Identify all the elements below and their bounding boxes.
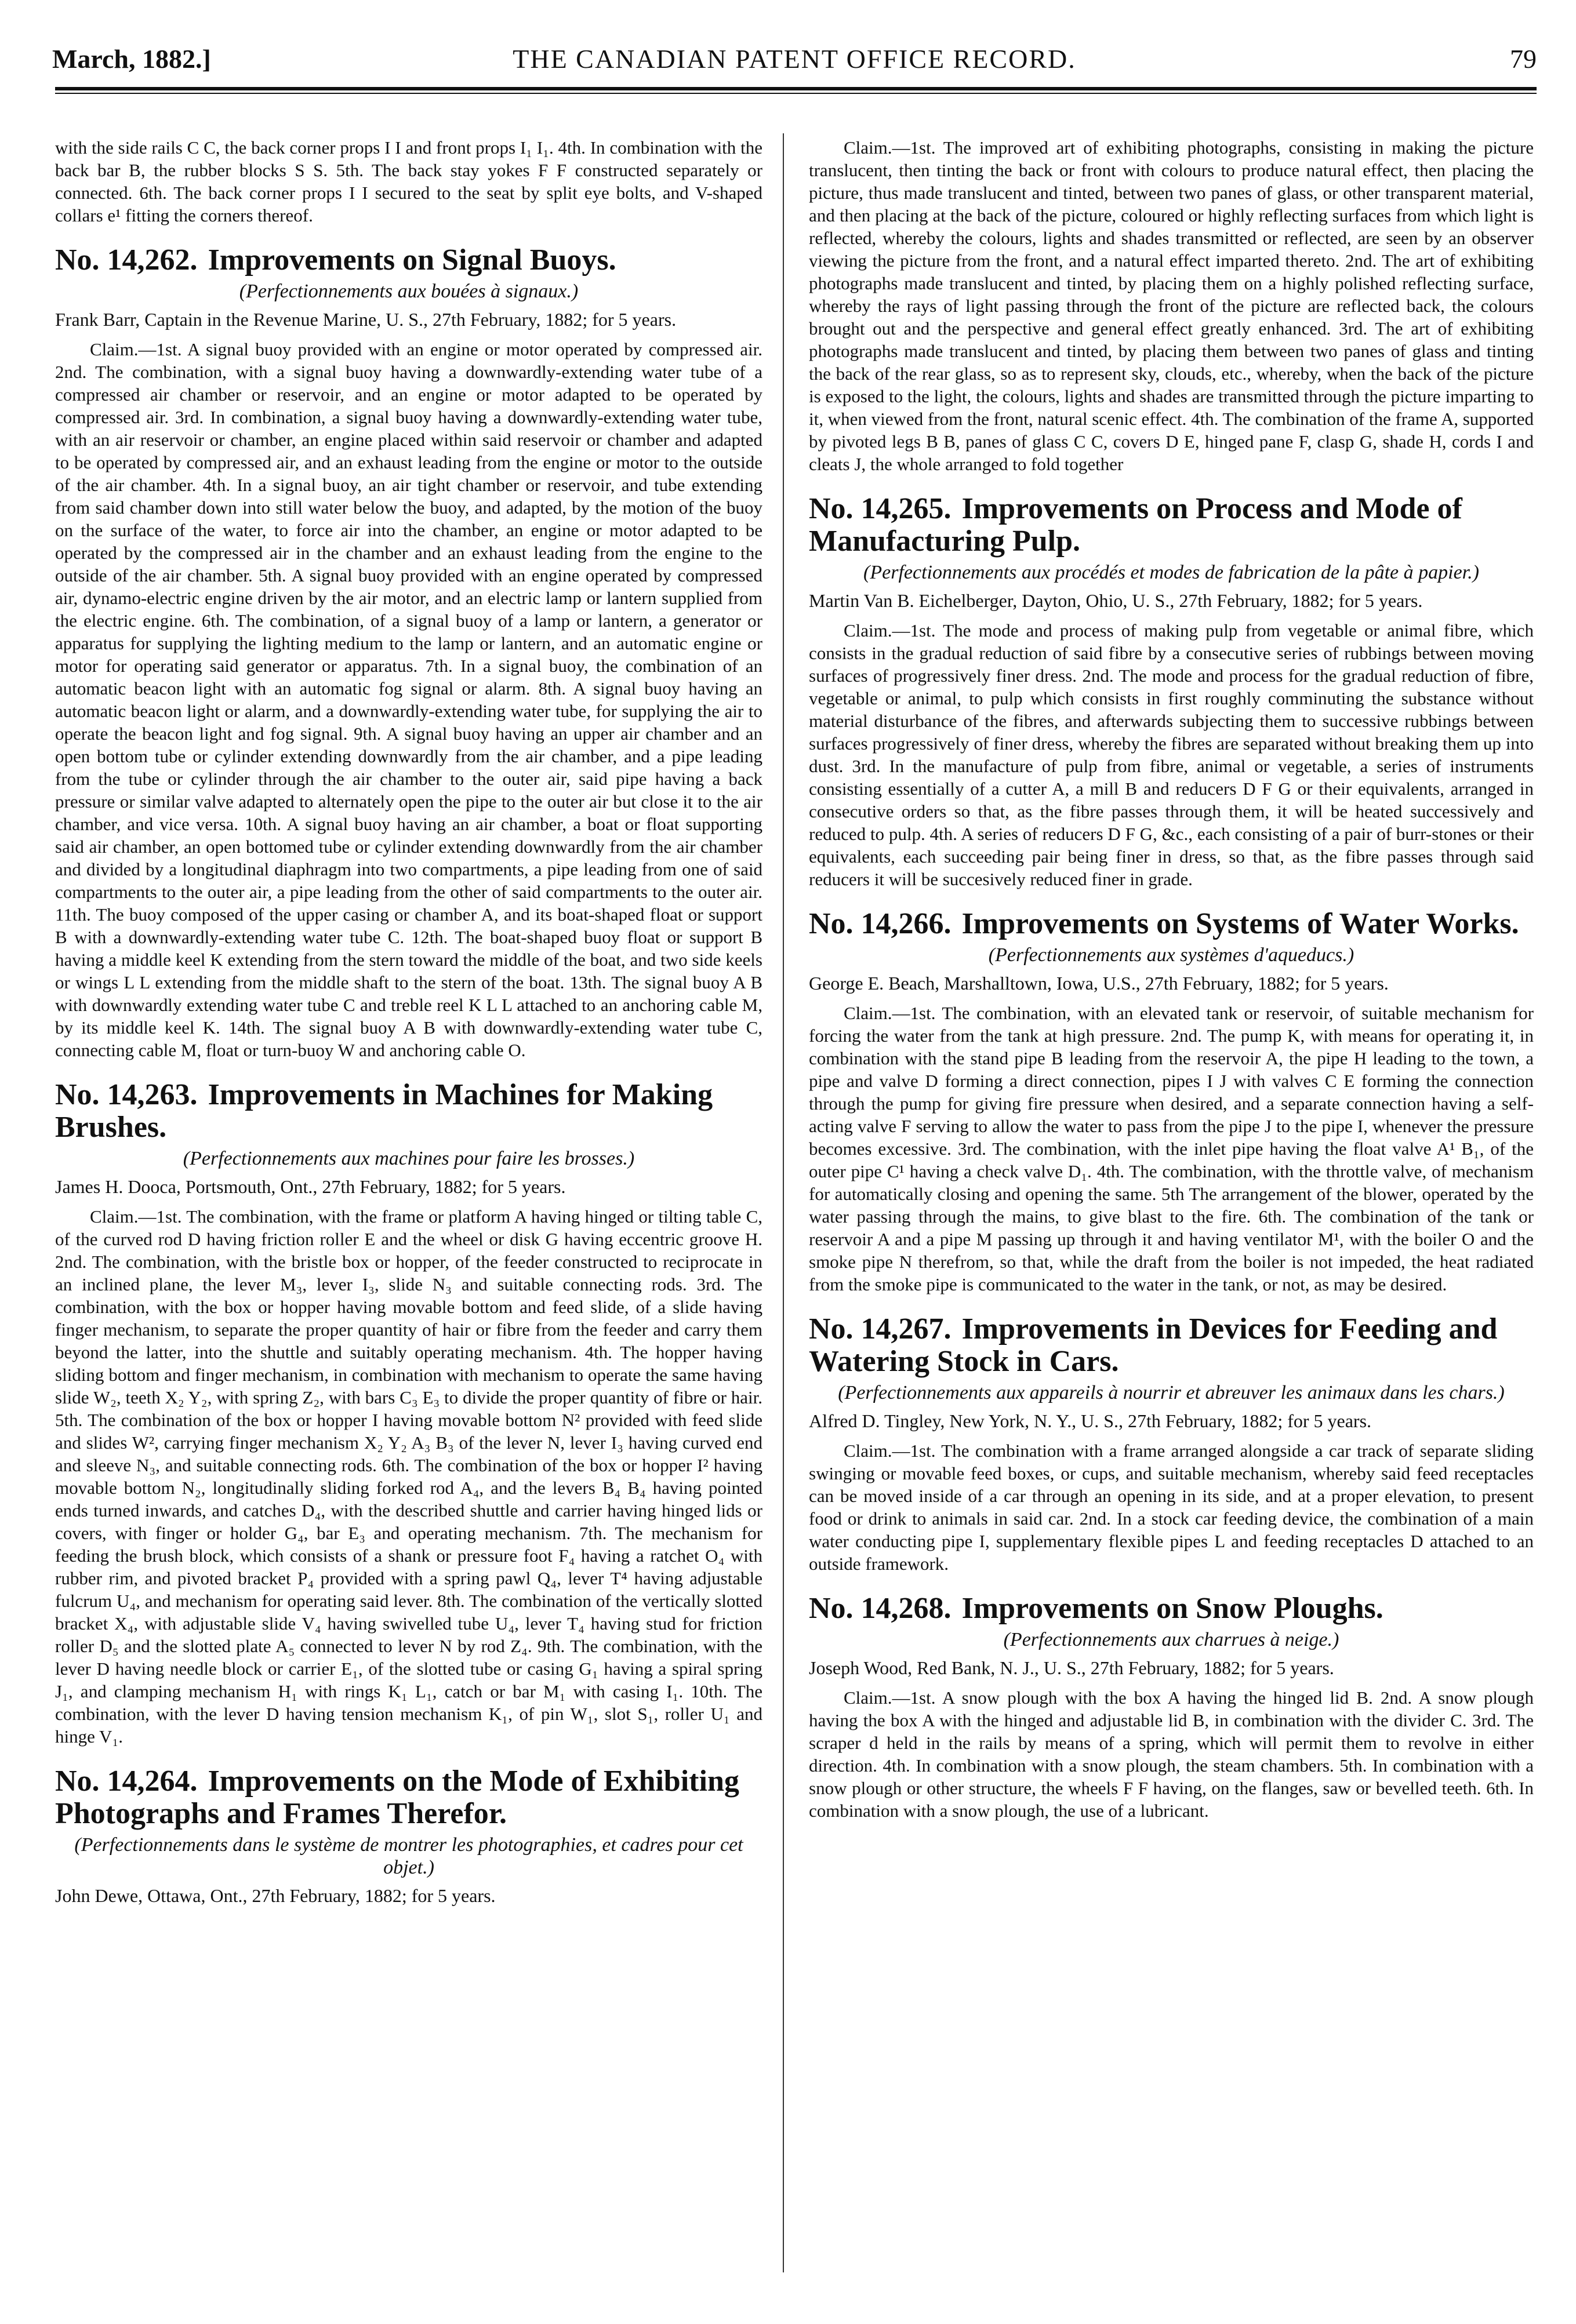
entry-title: Improvements on Process and Mode of Manufacturing Pulp. <box>809 492 1462 558</box>
entry-number: No. 14,268. <box>809 1592 952 1625</box>
entry-title: Improvements in Devices for Feeding and Watering Stock in Cars. <box>809 1312 1498 1378</box>
entry-number: No. 14,263. <box>55 1078 198 1111</box>
entry-french-title: (Perfectionnements aux systèmes d'aqueducs.) <box>988 944 1355 966</box>
right-column <box>809 136 1534 1825</box>
entry-number: No. 14,264. <box>55 1765 198 1798</box>
entry-french-title: (Perfectionnements aux appareils à nourrir et abreuver les animaux dans les chars.) <box>838 1382 1505 1403</box>
entry-heading <box>809 1313 1534 1378</box>
entry-claim: Claim.—1st. The combination, with the frame or platform A having hinged or tilting table C, of the curved rod D having friction roller E and the wheel or disk G having eccentric groove H. 2nd. The combination, with the bristle box or hopper, of the feeder constructed to reciprocate in an inclined plane, the lever M₃, lever I₃, slide N₃ and suitable connecting rods. 3rd. The combination, with the box or hopper having movable bottom and feed slide, of a slide having finger mechanism, to separate the proper quantity of hair or fibre from the feeder and carry them beyond the latter, into the shuttle and suitably operating mechanism. 4th. The hopper having sliding bottom and finger mechanism, in combination with mechanism to operate the same having slide W₂, teeth X₂ Y₂, with spring Z₂, with bars C₃ E₃ to divide the proper quantity of fibre or hair. 5th. The combination of the box or hopper I having movable bottom N² provided with feed slide and slides W², carrying finger mechanism X₂ Y₂ A₃ B₃ of the lever N, lever I₃ having curved end and sleeve N₃, and suitable connecting rods. 6th. The combination of the box or hopper I² having movable bottom N₂, longitudinally sliding forked rod A₄, and the levers B₄ B₄ having pointed ends turned inwards, and catches D₄, with the described shuttle and carrier having hinged lids or covers, with finger or holder G₄, bar E₃ and operating mechanism. 7th. The mechanism for feeding the brush block, which consists of a shank or pressure foot F₄ having a ratchet O₄ with rubber rim, and pivoted bracket P₄ provided with a spring pawl Q₄, lever T⁴ having adjustable fulcrum U₄, and mechanism for operating said lever. 8th. The combination of the vertically slotted bracket X₄, with adjustable slide V₄ having swivelled tube U₄, lever T₄ having stud for friction roller D₅ and the slotted plate A₅ connected to lever N by rod Z₄. 9th. The combination, with the lever D having needle block or carrier E₁, of the slotted tube or casing G₁ having a spiral spring J₁, and clamping mechanism H₁ with rings K₁ L₁, catch or bar M₁ with casing I₁. 10th. The combination, with the lever D having tension mechanism K₁, of pin W₁, slot S₁, roller U₁ and hinge V₁. <box>55 1206 762 1747</box>
page-header <box>52 43 1537 78</box>
entry-title: Improvements on the Mode of Exhibiting Photographs and Frames Therefor. <box>55 1765 739 1830</box>
entry-heading <box>809 908 1534 940</box>
entry-claim: Claim.—1st. The mode and process of making pulp from vegetable or animal fibre, which consists in the gradual reduction of said fibre by a consecutive series of rubbings between moving surfaces of progressively finer dress. 2nd. The mode and process for the gradual reduction of fibre, vegetable or animal, to pulp which consists in first roughly comminuting the substance without material disturbance of the fibres, and afterwards subjecting them to successive rubbings between surfaces progressively of finer dress, whereby the fibres are separated without breaking them up into dust. 3rd. In the manufacture of pulp from fibre, animal or vegetable, a series of instruments consisting essentially of a cutter A, a mill B and reducers D F G or their equivalents, arranged in consecutive orders so that, as the fibre passes through them, it will be heated successively and reduced to pulp. 4th. A series of reducers D F G, &c., each consisting of a pair of burr-stones or their equivalents, each succeeding pair being finer in dress, so that, as the fibre passes through said reducers it will be succesively reduced finer in grade. <box>809 620 1534 889</box>
patent-entry <box>55 1079 762 1748</box>
column-divider <box>783 133 784 2272</box>
header-date: March, 1882.] <box>52 44 211 74</box>
entry-title: Improvements on Signal Buoys. <box>208 243 616 277</box>
entry-french-title: (Perfectionnements aux machines pour faire les brosses.) <box>183 1148 635 1169</box>
entry-claim: Claim.—1st. A snow plough with the box A having the hinged lid B. 2nd. A snow plough having the box A with the hinged and adjustable lid B, in combination with the divider C. 3rd. The scraper d held in the rails by means of a spring, which will permit them to revolve in either direction. 4th. In combination with a snow plough, the steam chambers. 5th. In combination with a snow plough or other structure, the wheels F F having, on the flanges, saw or bevelled teeth. 6th. In combination with a snow plough, the use of a lubricant. <box>809 1687 1534 1821</box>
patent-entry <box>809 1313 1534 1575</box>
entry-french-title: (Perfectionnements dans le système de montrer les photographies, et cadres pour cet objet.) <box>74 1834 743 1878</box>
entry-heading <box>809 1592 1534 1625</box>
header-page-number: 79 <box>1510 44 1537 74</box>
entry-heading <box>55 1079 762 1144</box>
entry-french-title: (Perfectionnements aux charrues à neige.) <box>1003 1629 1339 1650</box>
entry-patentee: Joseph Wood, Red Bank, N. J., U. S., 27th February, 1882; for 5 years. <box>809 1657 1334 1678</box>
entry-claim: Claim.—1st. The combination with a frame arranged alongside a car track of separate sliding swinging or movable feed boxes, or cups, and suitable mechanism, whereby said feed receptacles can be moved inside of a car through an opening in its side, and at a proper elevation, to present food or drink to animals in said car. 2nd. In a stock car feeding device, the combination of a main water conducting pipe I, supplementary flexible pipes L and feeding receptacles D attached to an outside framework. <box>809 1441 1534 1574</box>
entry-heading <box>55 244 762 277</box>
patent-entry <box>55 244 762 1061</box>
entry-patentee: John Dewe, Ottawa, Ont., 27th February, 1882; for 5 years. <box>55 1885 496 1906</box>
left-column <box>55 136 762 1914</box>
entry-number: No. 14,266. <box>809 907 952 940</box>
entry-patentee: Martin Van B. Eichelberger, Dayton, Ohio, U. S., 27th February, 1882; for 5 years. <box>809 590 1423 611</box>
patent-entry <box>809 493 1534 890</box>
entry-number: No. 14,262. <box>55 243 198 277</box>
entry-claim: Claim.—1st. The combination, with an elevated tank or reservoir, of suitable mechanism for forcing the water from the tank at high pressure. 2nd. The pump K, with means for operating it, in combination with the stand pipe B leading from the reservoir A, the pipe H leading to the town, a pipe and valve D forming a direct connection, pipes I J with valves C E forming the connection through the pump for giving fire pressure when desired, and a separate connection having a self-acting valve F serving to allow the water to pass from the pipe J to the pipe I, whenever the pressure becomes excessive. 3rd. The combination, with the inlet pipe having the float valve A¹ B₁, of the outer pipe C¹ having a check valve D₁. 4th. The combination, with the throttle valve, of mechanism for automatically closing and opening the same. 5th The arrangement of the blower, operated by the water passing through the mains, to give blast to the fire. 6th. The combination of the tank or reservoir A and a pipe M passing up through it and having ventilator M¹, with the boiler O and the smoke pipe N therefrom, so that, while the draft from the boiler is not impeded, the heat radiated from the smoke pipe is communicated to the water in the tank, or not, as may be desired. <box>809 1003 1534 1294</box>
entry-french-title: (Perfectionnements aux procédés et modes de fabrication de la pâte à papier.) <box>863 562 1479 583</box>
continuation-paragraph: with the side rails C C, the back corner props I I and front props I₁ I₁. 4th. In combination with the back bar B, the rubber blocks S S. 5th. The back stay yokes F F constructed separately or connected. 6th. The back corner props I I secured to the seat by split eye bolts, and V-shaped collars e¹ fitting the corners thereof. <box>55 137 762 226</box>
entry-number: No. 14,267. <box>809 1312 952 1345</box>
entry-title: Improvements on Systems of Water Works. <box>961 907 1519 940</box>
patent-entry <box>55 1765 762 1907</box>
entry-number: No. 14,265. <box>809 492 952 525</box>
patent-entry <box>809 1592 1534 1822</box>
header-title: THE CANADIAN PATENT OFFICE RECORD. <box>513 44 1076 74</box>
entry-french-title: (Perfectionnements aux bouées à signaux.) <box>239 281 579 302</box>
entry-claim: Claim.—1st. A signal buoy provided with an engine or motor operated by compressed air. 2nd. The combination, with a signal buoy having a downwardly-extending water tube of a compressed air chamber or reservoir, and an engine or motor adapted to be operated by compressed air. 3rd. In combination, a signal buoy having a downwardly-extending water tube, with an air reservoir or chamber, an engine placed within said reservoir or chamber and adapted to be operated by compressed air, and an exhaust leading from the engine or motor to the outside of the air chamber. 4th. In a signal buoy, an air tight chamber or reservoir, and tube extending from said chamber down into still water below the buoy, and adapted, by the motion of the buoy on the surface of the water, to force air into the chamber, an engine or motor adapted to be operated by the compressed air in the chamber and an exhaust leading from the engine to the outside of the air chamber. 5th. A signal buoy provided with an engine operated by compressed air, dynamo-electric engine driven by the air motor, and an electric lamp or lantern supplied from the electric engine. 6th. The combination, of a signal buoy of a lamp or lantern, a generator or apparatus for supplying the lighting medium to the lamp or lantern, and an automatic engine or motor for operating said generator or apparatus. 7th. In a signal buoy, the combination of an automatic beacon light with an automatic fog signal or alarm. 8th. A signal buoy having an automatic beacon light or alarm, and a downwardly-extending water tube, for supplying the air to operate the beacon light and fog signal. 9th. A signal buoy having an upper air chamber and an open bottom tube or cylinder extending downwardly from the air chamber, and a pipe leading from the tube or cylinder through the air chamber to the outer air, said pipe having a back pressure or similar valve adapted to alternately open the pipe to the outer air but close it to the air chamber, and vice versa. 10th. A signal buoy having an air chamber, a boat or float supporting said air chamber, an open bottomed tube or cylinder extending downwardly from the air chamber and divided by a longitudinal diaphragm into two compartments, a pipe leading from one of said compartments to the outer air, a pipe leading from the other of said compartments to the outer air. 11th. The buoy composed of the upper casing or chamber A, and its boat-shaped float or support B with a downwardly-extending water tube C. 12th. The boat-shaped buoy float or support B having a middle keel K extending from the stern toward the middle of the boat, and two side keels or wings L L extending from the middle shaft to the stern of the boat. 13th. The signal buoy A B with downwardly extending water tube C and treble reel K L L attached to an anchoring cable M, by its middle keel K. 14th. The signal buoy A B with downwardly-extending water tube C, connecting cable M, float or turn-buoy W and anchoring cable O. <box>55 339 762 1060</box>
entry-patentee: Alfred D. Tingley, New York, N. Y., U. S., 27th February, 1882; for 5 years. <box>809 1410 1372 1431</box>
entry-heading <box>55 1765 762 1830</box>
entry-patentee: George E. Beach, Marshalltown, Iowa, U.S., 27th February, 1882; for 5 years. <box>809 973 1389 994</box>
entry-title: Improvements in Machines for Making Brushes. <box>55 1078 713 1144</box>
header-rule <box>55 87 1537 90</box>
entry-patentee: James H. Dooca, Portsmouth, Ont., 27th February, 1882; for 5 years. <box>55 1176 566 1197</box>
entry-title: Improvements on Snow Ploughs. <box>961 1592 1383 1625</box>
header-rule-thin <box>55 93 1537 94</box>
patent-entry <box>809 908 1534 1296</box>
entry-claim-continued: Claim.—1st. The improved art of exhibiting photographs, consisting in making the picture translucent, then tinting the back or front with colours to produce natural effect, then placing the picture, thus made translucent and tinted, between two panes of glass, or other transparent material, and then placing at the back of the picture, coloured or highly reflecting surfaces from which light is reflected, whereby the colours, lights and shades transmitted or reflected, are seen by an observer viewing the picture from the front, and a natural effect imparted thereto. 2nd. The art of exhibiting photographs made translucent and tinted, by placing them on a highly polished reflecting surface, whereby the rays of light passing through the front of the picture are reflected back, the colours brought out and the perspective and general effect greatly enhanced. 3rd. The art of exhibiting photographs made translucent and tinted, by placing them between two panes of glass and tinting the back of the rear glass, so as to represent sky, clouds, etc., whereby, when the back of the picture is exposed to the light, the colours, lights and shades are transmitted through the picture imparting to it, when viewed from the front, natural scenic effect. 4th. The combination of the frame A, supported by pivoted legs B B, panes of glass C C, covers D E, hinged pane F, clasp G, shade H, cords I and cleats J, the whole arranged to fold together <box>809 137 1534 474</box>
entry-heading <box>809 493 1534 558</box>
entry-patentee: Frank Barr, Captain in the Revenue Marine, U. S., 27th February, 1882; for 5 years. <box>55 309 677 330</box>
